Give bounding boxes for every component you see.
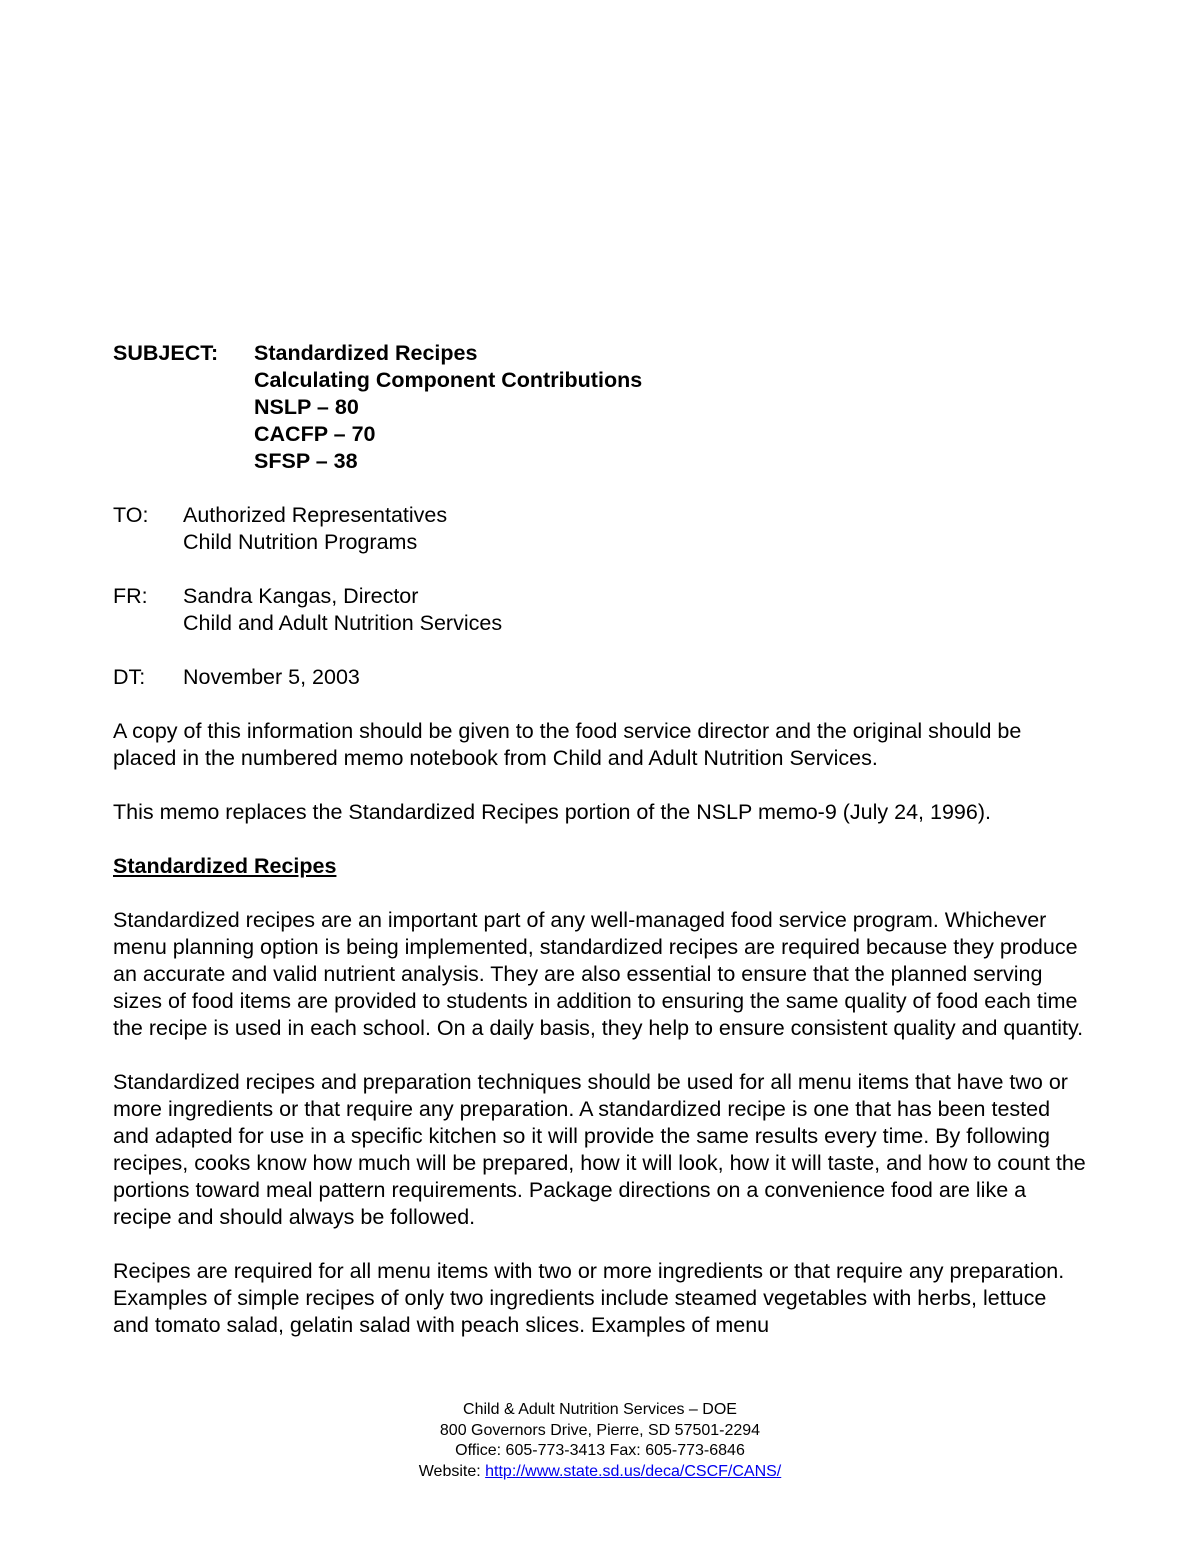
from-label: FR: — [113, 584, 148, 608]
from-line: Sandra Kangas, Director — [183, 584, 419, 608]
subject-line: Standardized Recipes — [254, 341, 478, 365]
subject-line: NSLP – 80 — [254, 395, 359, 419]
date-value: November 5, 2003 — [183, 665, 360, 689]
from-block — [113, 583, 1088, 637]
subject-block — [113, 340, 1088, 475]
to-block — [113, 502, 1088, 556]
body-paragraph-2: Standardized recipes and preparation techniques should be used for all menu items that have two or more ingredients or that require any preparation. A standardized recipe is one that has been tested and adapted for use in a specific kitchen so it will provide the same results every time. By following recipes, cooks know how much will be prepared, how it will look, how it will taste, and how to count the portions toward meal pattern requirements. Package directions on a convenience food are like a recipe and should always be followed. — [113, 1070, 1086, 1229]
to-line: Authorized Representatives — [183, 503, 448, 527]
subject-label: SUBJECT: — [113, 341, 219, 365]
subject-line: SFSP – 38 — [254, 449, 358, 473]
subject-line: Calculating Component Contributions — [254, 368, 643, 392]
to-lines — [183, 502, 447, 556]
footer-website-label: Website: — [418, 1462, 486, 1480]
footer-phone: Office: 605-773-3413 Fax: 605-773-6846 — [455, 1442, 745, 1459]
date-block — [113, 664, 1088, 691]
website-link[interactable]: http://www.state.sd.us/deca/CSCF/CANS/ — [485, 1462, 782, 1480]
date-lines — [183, 664, 360, 691]
footer-website — [0, 1462, 1200, 1483]
subject-line: CACFP – 70 — [254, 422, 376, 446]
subject-lines — [254, 340, 642, 475]
to-line: Child Nutrition Programs — [183, 530, 418, 554]
replaces-paragraph: This memo replaces the Standardized Recipes portion of the NSLP memo-9 (July 24, 1996). — [113, 800, 991, 824]
memo-content — [113, 340, 1088, 1339]
date-label: DT: — [113, 665, 146, 689]
footer-address: 800 Governors Drive, Pierre, SD 57501-2294 — [439, 1421, 761, 1439]
body-paragraph-3: Recipes are required for all menu items with two or more ingredients or that require any preparation. Examples of simple recipes of only two ingredients include steamed vegetables with herbs, lettuce and tomato salad, gelatin salad with peach slices. Examples of menu — [113, 1259, 1065, 1337]
from-line: Child and Adult Nutrition Services — [183, 611, 503, 635]
body-paragraph-1: Standardized recipes are an important part of any well-managed food service program. Whichever menu planning option is being implemented, standardized recipes are required because they produce an accurate and valid nutrient analysis. They are also essential to ensure that the planned serving sizes of food items are provided to students in addition to ensuring the same quality of food each time the recipe is used in each school. On a daily basis, they help to ensure consistent quality and quantity. — [113, 908, 1084, 1040]
from-lines — [183, 583, 502, 637]
footer-organization: Child & Adult Nutrition Services – DOE — [463, 1401, 737, 1418]
to-label: TO: — [113, 503, 149, 527]
section-heading: Standardized Recipes — [113, 854, 337, 878]
page-footer — [0, 1400, 1200, 1482]
copy-instruction-paragraph: A copy of this information should be given to the food service director and the original should be placed in the numbered memo notebook from Child and Adult Nutrition Services. — [113, 719, 1022, 770]
